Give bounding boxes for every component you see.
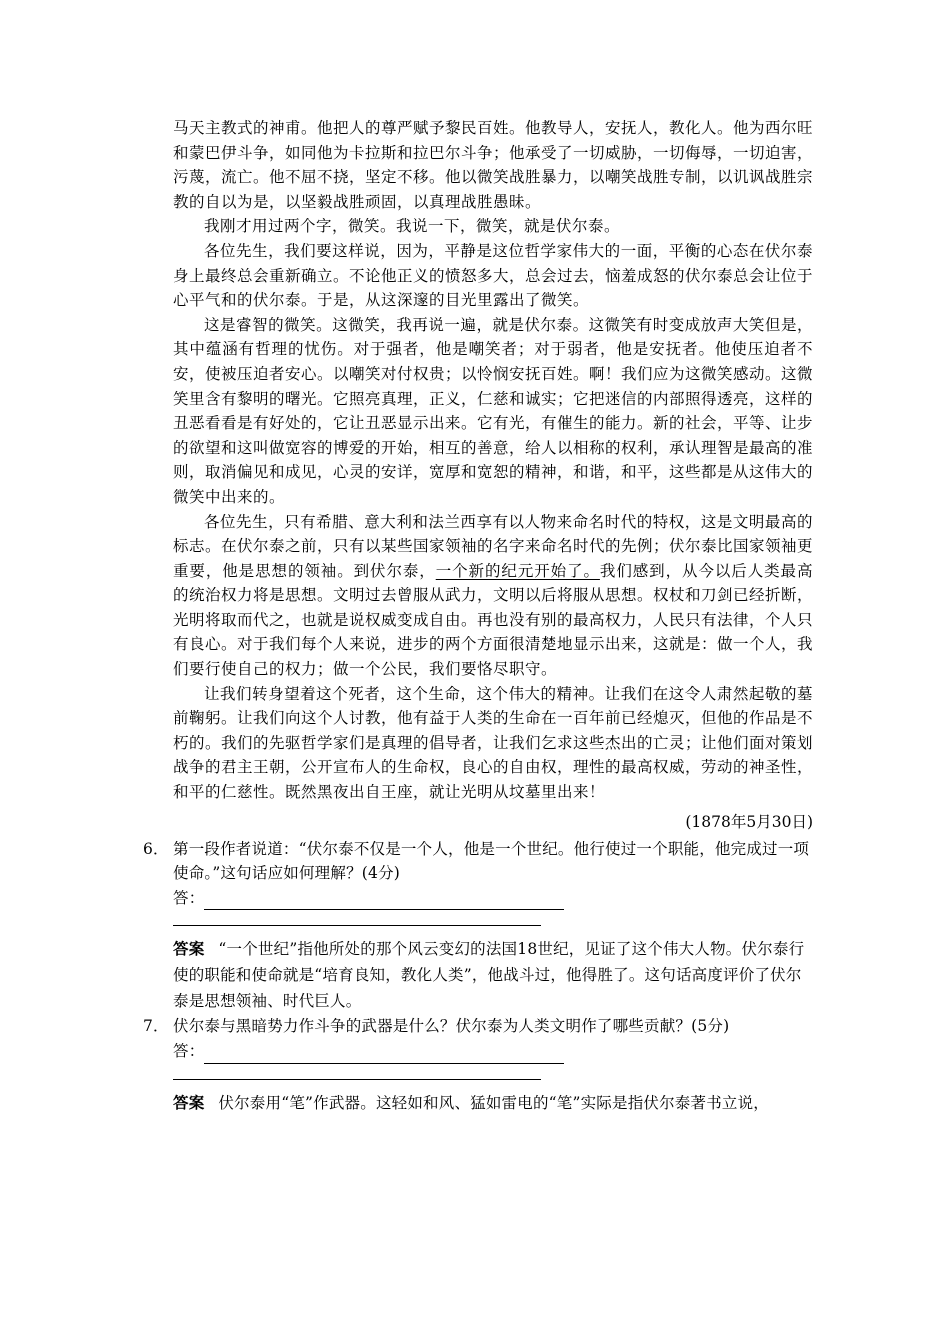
question-number: 6．	[143, 839, 169, 858]
answer-line-2[interactable]	[173, 924, 541, 926]
question-text: 伏尔泰与黑暗势力作斗争的武器是什么？伏尔泰为人类文明作了哪些贡献？(5分)	[173, 1017, 730, 1036]
answer-label: 答案	[173, 939, 205, 959]
paragraph-5-after: 我们感到，从今以后人类最高的统治权力将是思想。文明过去曾服从武力，文明以后将服从思想。权杖和刀剑已经折断，光明将取而代之，也就是说权威变成自由。再也没有别的最高权力，人民只有法律，个人只有良心。对于我们每个人来说，进步的两个方面很清楚地显示出来，这就是：做一个人，我们要行使自己的权力；做一个公民，我们要恪尽职守。	[173, 561, 814, 679]
answer-text: “一个世纪”指他所处的那个风云变幻的法国18世纪，见证了这个伟大人物。伏尔泰行使的职能和使命就是“培育良知，教化人类”，他战斗过，他得胜了。这句话高度评价了伏尔泰是思想领袖、时代巨人。	[173, 940, 805, 1011]
paragraph-5-before: 各位先生，只有希腊、意大利和法兰西享有以人物来命名时代的特权，这是文明最高的标志。在伏尔泰之前，只有以某些国家领袖的名字来命名时代的先例；伏尔泰比国家领袖更重要，他是思想的领袖。到伏尔泰，	[173, 512, 814, 580]
paragraph-1: 马天主教式的神甫。他把人的尊严赋予黎民百姓。他教导人，安抚人，教化人。他为西尔旺和蒙巴伊斗争，如同他为卡拉斯和拉巴尔斗争；他承受了一切威胁，一切侮辱，一切迫害，污蔑，流亡。他不屈不挠，坚定不移。他以微笑战胜暴力，以嘲笑战胜专制，以讥讽战胜宗教的自以为是，以坚毅战胜顽固，以真理战胜愚昧。	[173, 119, 814, 211]
underlined-phrase: 一个新的纪元开始了。	[435, 561, 600, 580]
speech-date: (1878年5月30日)	[685, 812, 813, 831]
document-page	[143, 116, 814, 1116]
paragraph-6: 让我们转身望着这个死者，这个生命，这个伟大的精神。让我们在这令人肃然起敬的墓前鞠躬。让我们向这个人讨教，他有益于人类的生命在一百年前已经熄灭，但他的作品是不朽的。我们的先驱哲学家们是真理的倡导者，让我们乞求这些杰出的亡灵；让他们面对策划战争的君主王朝，公开宣布人的生命权，良心的自由权，理性的最高权威，劳动的神圣性，和平的仁慈性。既然黑夜出自王座，就让光明从坟墓里出来！	[173, 684, 814, 802]
question-7	[143, 1014, 813, 1115]
paragraph-5	[173, 510, 813, 682]
answer-prompt: 答：	[173, 888, 205, 907]
answer-block	[173, 1090, 813, 1116]
answer-prompt: 答：	[173, 1042, 205, 1060]
answer-line[interactable]	[204, 1047, 564, 1064]
question-6	[143, 837, 813, 1015]
question-text: 第一段作者说道：“伏尔泰不仅是一个人，他是一个世纪。他行使过一个职能，他完成过一项使命。”这句话应如何理解？(4分)	[173, 839, 810, 883]
paragraph-2: 我刚才用过两个字，微笑。我说一下，微笑，就是伏尔泰。	[204, 217, 621, 236]
paragraph-3: 各位先生，我们要这样说，因为，平静是这位哲学家伟大的一面，平衡的心态在伏尔泰身上最终总会重新确立。不论他正义的愤怒多大，总会过去，恼羞成怒的伏尔泰总会让位于心平气和的伏尔泰。于是，从这深邃的目光里露出了微笑。	[173, 241, 814, 310]
question-number: 7．	[143, 1017, 169, 1036]
answer-line-2[interactable]	[173, 1078, 541, 1080]
answer-label: 答案	[173, 1092, 205, 1112]
answer-line[interactable]	[204, 893, 564, 910]
answer-text: 伏尔泰用“笔”作武器。这轻如和风、猛如雷电的“笔”实际是指伏尔泰著书立说，	[218, 1093, 770, 1112]
paragraph-4: 这是睿智的微笑。这微笑，我再说一遍，就是伏尔泰。这微笑有时变成放声大笑但是，其中蕴涵有哲理的忧伤。对于强者，他是嘲笑者；对于弱者，他是安抚者。他使压迫者不安，使被压迫者安心。以嘲笑对付权贵；以怜悯安抚百姓。啊！我们应为这微笑感动。这微笑里含有黎明的曙光。它照亮真理，正义，仁慈和诚实；它把迷信的内部照得透亮，这样的丑恶看看是有好处的，它让丑恶显示出来。它有光，有催生的能力。新的社会，平等、让步的欲望和这叫做宽容的博爱的开始，相互的善意，给人以相称的权利，承认理智是最高的准则，取消偏见和成见，心灵的安详，宽厚和宽恕的精神，和谐，和平，这些都是从这伟大的微笑中出来的。	[173, 315, 814, 506]
answer-block	[173, 936, 813, 1014]
